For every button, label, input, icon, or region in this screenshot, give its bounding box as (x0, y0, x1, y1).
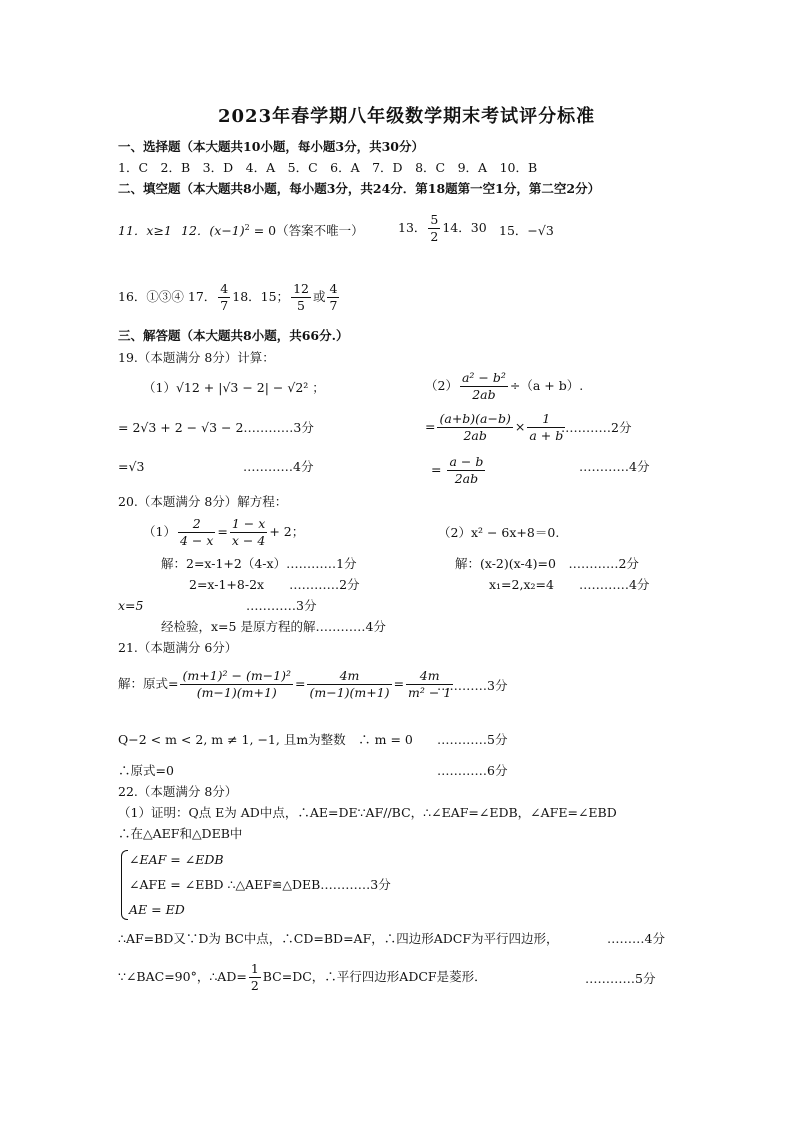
answer-15: 15．−√3 (499, 223, 554, 238)
q22-line4-numerator: 1 (250, 961, 259, 976)
q19-part2 (425, 370, 583, 402)
q19-part2-label: （2） (425, 377, 458, 393)
answer-13-denominator: 2 (430, 228, 439, 244)
q19-part2-numerator: a² − b² (461, 370, 506, 385)
q19-step2-right-eq: = (431, 461, 442, 477)
q20-step3: x=5 (118, 598, 144, 613)
q20-part1-eq: = (217, 523, 228, 539)
q21-fraction3-numerator: 4m (406, 668, 453, 685)
q22-line3-score: ………4分 (607, 931, 665, 946)
q22-condition3: AE = ED (129, 902, 185, 917)
q19-part1: （1）√12 + |√3 − 2| − √2² ； (143, 380, 325, 395)
q21-fraction2-numerator: 4m (307, 668, 391, 685)
q22-line2: ∴在△AEF和△DEB中 (118, 826, 243, 841)
q19-step2-right-score: …………4分 (579, 459, 650, 474)
q19-step2-left-score: …………4分 (243, 459, 314, 474)
q20-part1-label: （1） (143, 523, 176, 539)
answer-13 (398, 212, 487, 244)
q21-step2: Q−2 < m < 2, m ≠ 1, −1, 且m为整数 ∴ m = 0 (118, 732, 413, 747)
q20-part1-numerator: 2 (178, 516, 215, 533)
q21-step2-score: …………5分 (437, 732, 508, 747)
q20-part1-numerator2: 1 − x (231, 516, 266, 531)
q22-line3: ∴AF=BD又∵D为 BC中点，∴CD=BD=AF，∴四边形ADCF为平行四边形， (118, 931, 559, 946)
q20-step4: 经检验，x=5 是原方程的解…………4分 (161, 619, 386, 634)
answer-18a-denominator: 5 (297, 297, 305, 313)
answer-14: 14．30 (442, 219, 487, 235)
answer-13-label: 13． (398, 219, 427, 235)
q21-fraction1-denominator: (m−1)(m+1) (196, 684, 277, 700)
answer-17-numerator: 4 (220, 281, 229, 296)
answer-16: 16．①③④ (118, 288, 184, 304)
q20-part1-denominator: 4 − x (179, 532, 214, 548)
q22-line1: （1）证明：Q点 E为 AD中点，∴AE=DE∵AF//BC，∴∠EAF=∠EDB，∠AFE=∠EBD (118, 805, 617, 820)
q20-part1-tail: + 2； (269, 523, 305, 539)
q19-step1-right-denominator2: a + b (529, 427, 564, 443)
q19-step1-left: = 2√3 + 2 − √3 − 2…………3分 (118, 420, 314, 435)
q19-step1-right-score: …………2分 (561, 420, 632, 435)
q19-step2-left: =√3 (118, 459, 145, 474)
q21-fraction2-denominator: (m−1)(m+1) (309, 684, 390, 700)
q22-line4-head: ∵∠BAC=90°，∴AD= (118, 968, 247, 984)
answer-13-numerator: 5 (430, 212, 439, 227)
q21-eq2: = (393, 675, 405, 691)
section-2-heading: 二、填空题（本大题共8小题，每小题3分，共24分．第18题第一空1分，第二空2分） (118, 181, 601, 196)
section-3-heading: 三、解答题（本大题共8小题，共66分.） (118, 328, 349, 343)
q19-step1-right-eq: = (425, 418, 436, 434)
q20-step2: 2=x-1+8-2x …………2分 (189, 577, 360, 592)
q22-line4-score: …………5分 (585, 971, 656, 986)
q19-step1-right-denominator: 2ab (463, 427, 487, 443)
q22-heading: 22.（本题满分 8分） (118, 784, 238, 799)
q20-heading: 20.（本题满分 8分）解方程： (118, 494, 288, 509)
q22-system-brace (121, 850, 128, 920)
answer-17-denominator: 7 (220, 297, 229, 313)
q19-step1-right-times: × (514, 418, 526, 434)
section-1-heading: 一、选择题（本大题共10小题，每小题3分，共30分） (118, 139, 424, 154)
q22-condition1: ∠EAF = ∠EDB (129, 852, 224, 867)
q19-step2-right (431, 454, 487, 486)
q20-part1 (143, 516, 304, 548)
answer-17-label: 17． (187, 288, 217, 304)
answer-11: 11．x≥1 (118, 223, 172, 238)
q19-step1-right (425, 411, 567, 443)
q21-step1 (118, 668, 455, 700)
q21-heading: 21.（本题满分 6分） (118, 640, 238, 655)
q19-step2-right-denominator: 2ab (454, 470, 479, 486)
answer-16-18 (118, 281, 341, 313)
answer-18b-numerator: 4 (329, 281, 338, 296)
answer-12-note: = 0（答案不唯一） (249, 223, 364, 238)
answer-18-label: 18．15； (232, 288, 290, 304)
q21-step1-score: …………3分 (437, 678, 508, 693)
section-1-answers: 1．C 2．B 3．D 4．A 5．C 6．A 7．D 8．C 9．A 10．B (118, 160, 538, 175)
q22-line4-tail: BC=DC，∴平行四边形ADCF是菱形． (262, 968, 487, 984)
page-title: 2023年春学期八年级数学期末考试评分标准 (218, 106, 596, 127)
q21-fraction3-denominator: m² − 1 (408, 684, 452, 700)
q21-eq1: = (295, 675, 306, 691)
answer-18-or: 或 (312, 288, 326, 304)
answer-12-expr: 12．(x−1) (181, 223, 245, 238)
q20-part1-denominator2: x − 4 (231, 532, 266, 548)
answer-18a-numerator: 12 (293, 281, 309, 296)
q19-step1-right-numerator: (a+b)(a−b) (439, 411, 511, 426)
q22-line4-denominator: 2 (250, 977, 259, 993)
q20-step3-score: …………3分 (246, 598, 317, 613)
q21-step1-label: 解：原式= (118, 675, 179, 691)
q20-part2: （2）x² − 6x+8＝0. (438, 525, 560, 540)
q20-right-step2: x₁=2,x₂=4 …………4分 (489, 577, 650, 592)
q22-condition2: ∠AFE = ∠EBD ∴△AEF≌△DEB…………3分 (129, 877, 391, 892)
answer-12: 12．$(x-1)^2 = 0$（答案不唯一） (181, 222, 364, 238)
q19-part2-denominator: 2ab (472, 386, 496, 402)
q21-step3: ∴原式=0 (118, 763, 174, 778)
q20-step1: 解：2=x-1+2（4-x）…………1分 (161, 556, 357, 571)
answer-18b-denominator: 7 (329, 297, 338, 313)
q19-part2-tail: ÷（a + b）. (509, 377, 584, 393)
q20-right-step1: 解：(x-2)(x-4)=0 …………2分 (455, 556, 639, 571)
q19-step2-right-numerator: a − b (449, 454, 484, 469)
q19-step1-right-numerator2: 1 (527, 411, 565, 428)
q19-heading: 19.（本题满分 8分）计算： (118, 350, 275, 365)
q21-step3-score: …………6分 (437, 763, 508, 778)
q21-fraction1-numerator: (m+1)² − (m−1)² (182, 668, 291, 683)
q22-line4 (118, 961, 487, 993)
